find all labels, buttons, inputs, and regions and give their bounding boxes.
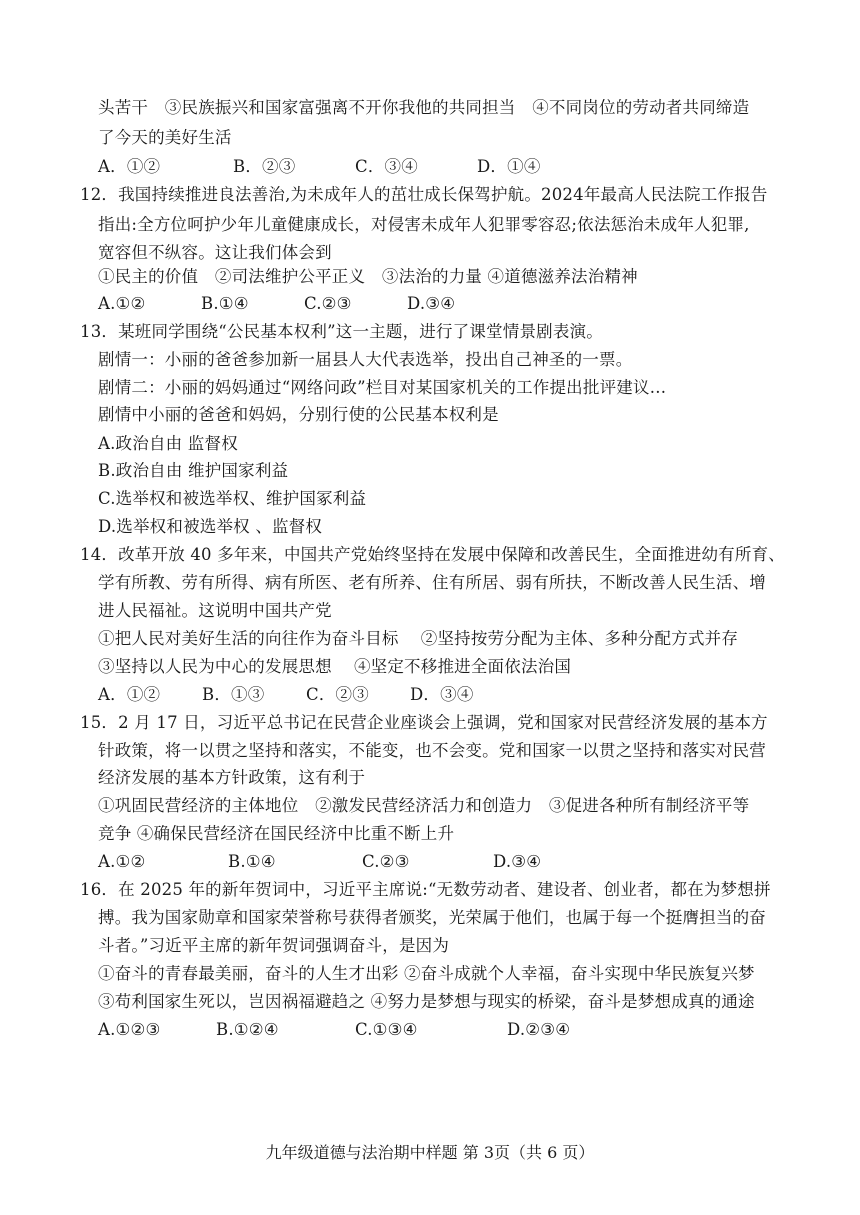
q12-stem: 指出:全方位呵护少年儿童健康成长，对侵害未成年人犯罪零容忍;依法惩治未成年人犯罪,	[98, 215, 750, 234]
q16-statements: ③苟利国家生死以，岂因祸福避趋之 ④努力是梦想与现实的桥梁，奋斗是梦想成真的通途	[98, 992, 755, 1011]
option-b: B.①②④	[216, 1020, 279, 1039]
q12-options	[98, 292, 455, 316]
q12-stem: 宽容但不纵容。这让我们体会到	[98, 243, 332, 262]
q13-stem: 13．某班同学围绕“公民基本权利”这一主题，进行了课堂情景剧表演。	[80, 322, 603, 341]
q14-stem: 进人民福祉。这说明中国共产党	[98, 601, 332, 620]
q14-statements: ③坚持以人民为中心的发展思想 ④坚定不移推进全面依法治国	[98, 657, 572, 676]
option-c: C．②③	[306, 685, 369, 704]
option-c: C.②③	[362, 852, 410, 871]
q15-options	[98, 850, 541, 874]
q16-stem: 斗者。”习近平主席的新年贺词强调奋斗，是因为	[98, 936, 450, 955]
page-footer: 九年级道德与法治期中样题 第 3页（共 6 页）	[265, 1143, 595, 1162]
option-a: A.①②	[98, 852, 146, 871]
q14-statements: ①把人民对美好生活的向往作为奋斗目标 ②坚持按劳分配为主体、多种分配方式并存	[98, 629, 739, 648]
option-c: C.选举权和被选举权、维护国冢利益	[98, 489, 367, 508]
q14-stem: 14．改革开放 40 多年来，中国共产党始终坚持在发展中保障和改善民生，全面推进幼有所育、	[80, 545, 785, 564]
option-d: D.选举权和被选举权 、监督权	[98, 517, 323, 536]
option-b: B.①④	[228, 852, 276, 871]
option-d: D.③④	[493, 852, 542, 871]
q11-options	[98, 155, 541, 179]
q15-stem: 针政策，将一以贯之坚持和落实，不能变，也不会变。党和国家一以贯之坚持和落实对民营	[98, 741, 766, 760]
q14-options	[98, 683, 474, 707]
q12-stem: 12．我国持续推进良法善治,为未成年人的茁壮成长保驾护航。2024年最高人民法院工作报告	[80, 185, 768, 204]
q14-stem: 学有所教、劳有所得、病有所医、老有所养、住有所居、弱有所扶，不断改善人民生活、增	[98, 573, 766, 592]
q15-stem: 15．2 月 17 日，习近平总书记在民营企业座谈会上强调，党和国家对民营经济发展的基本方	[80, 713, 768, 732]
q11-text-line: 头苦干 ③民族振兴和国家富强离不开你我他的共同担当 ④不同岗位的劳动者共同缔造	[98, 98, 750, 117]
option-b: B．②③	[233, 157, 296, 176]
option-d: D.②③④	[507, 1020, 571, 1039]
option-d: D．③④	[410, 685, 474, 704]
q13-scene-1: 剧情一：小丽的爸爸参加新一届县人大代表选举，投出自己神圣的一票。	[98, 350, 633, 369]
q12-statements: ①民主的价值 ②司法维护公平正义 ③法治的力量 ④道德滋养法治精神	[98, 267, 638, 286]
option-d: D.③④	[407, 294, 456, 313]
option-b: B.①④	[201, 294, 249, 313]
option-b: B．①③	[202, 685, 265, 704]
q15-stem: 经济发展的基本方针政策，这有利于	[98, 768, 366, 787]
option-d: D．①④	[477, 157, 541, 176]
option-c: C.①③④	[355, 1020, 418, 1039]
q16-statements: ①奋斗的青春最美丽，奋斗的人生才出彩 ②奋斗成就个人幸福，奋斗实现中华民族复兴梦	[98, 964, 755, 983]
option-a: A.①②③	[98, 1020, 161, 1039]
q15-statements: ①巩固民营经济的主体地位 ②激发民营经济活力和创造力 ③促进各种所有制经济平等	[98, 796, 750, 815]
q16-options	[98, 1018, 570, 1042]
q15-statements: 竞争 ④确保民营经济在国民经济中比重不断上升	[98, 824, 455, 843]
option-a: A．①②	[98, 685, 161, 704]
q13-scene-2: 剧情二：小丽的妈妈通过“网络问政”栏目对某国家机关的工作提出批评建议…	[98, 378, 667, 397]
q11-text-line: 了今天的美好生活	[98, 128, 232, 147]
q16-stem: 16．在 2025 年的新年贺词中，习近平主席说:“无数劳动者、建设者、创业者，都在为梦想拼	[80, 880, 771, 899]
option-c: C．③④	[355, 157, 418, 176]
q13-question: 剧情中小丽的爸爸和妈妈，分别行使的公民基本权利是	[98, 405, 499, 424]
q16-stem: 搏。我为国家勋章和国家荣誉称号获得者颁奖，光荣属于他们，也属于每一个挺膺担当的奋	[98, 908, 766, 927]
option-b: B.政治自由 维护国家利益	[98, 461, 289, 480]
option-a: A.①②	[98, 294, 146, 313]
option-c: C.②③	[304, 294, 352, 313]
option-a: A．①②	[98, 157, 161, 176]
option-a: A.政治自由 监督权	[98, 434, 238, 453]
